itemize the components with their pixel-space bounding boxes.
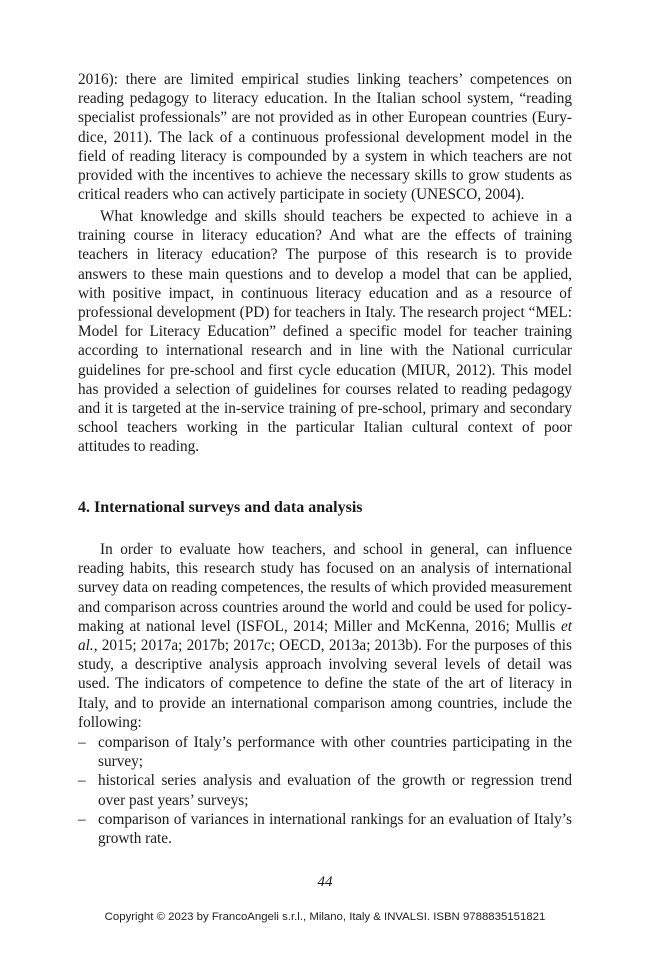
list-item: [78, 810, 572, 848]
paragraph-3-text-b: , 2015; 2017a; 2017b; 2017c; OECD, 2013a; 2013b). For the purposes of this study, a descriptive analysis approach involving several levels of detail was used. The indicators of competence to define the state of the art of literacy in Italy, and to provide an international comparison among countries, include the following:: [78, 637, 572, 731]
dash-bullet-icon: –: [78, 734, 86, 751]
page-number: 44: [317, 874, 333, 890]
dash-bullet-icon: –: [78, 810, 86, 828]
body-paragraph-3: [78, 540, 572, 732]
list-item: [78, 733, 572, 771]
paragraph-3-text-a: In order to evaluate how teachers, and school in general, can influence reading habits, this research study has focused on an analysis of international survey data on reading competences, the results of which provided measurement and comparison across countries around the world and could be used for policy-making at national level (ISFOL, 2014; Miller and McKenna, 2016; Mullis: [78, 541, 572, 635]
list-item-text: comparison of Italy’s performance with other countries participating in the survey;: [98, 734, 572, 771]
list-item: [78, 771, 572, 809]
list-item-text: comparison of variances in international rankings for an evaluation of Italy’s growth rate.: [98, 810, 572, 848]
body-paragraph-2: What knowledge and skills should teachers be expected to achieve in a training course in literacy education? And what are the effects of training teachers in literacy education? The purpose of this research is to provide answers to these main questions and to develop a model that can be applied, with positive impact, in continuous literacy education and as a resource of professional development (PD) for teachers in Italy. The research project “MEL: Model for Literacy Education” defined a specific model for teacher training according to international research and in line with the National curricular guidelines for pre-school and first cycle education (MIUR, 2012). This model has provided a selection of guidelines for courses related to reading pedagogy and it is targeted at the in-service training of pre-school, primary and secondary school teachers working in the particular Italian cultural context of poor attitudes to reading.: [78, 208, 572, 456]
body-paragraph-1: 2016): there are limited empirical studies linking teachers’ competences on reading pedagogy to literacy education. In the Italian school system, “reading specialist professionals” are not provided as in other European countries (Eurydice, 2011). The lack of a continuous professional development model in the field of reading literacy is compounded by a system in which teachers are not provided with the incentives to achieve the necessary skills to grow students as critical readers who can actively participate in society (UNESCO, 2004).: [78, 71, 572, 204]
list-item-text: historical series analysis and evaluation of the growth or regression trend over past years’ surveys;: [98, 772, 572, 809]
copyright-footer: Copyright © 2023 by FrancoAngeli s.r.l., Milano, Italy & INVALSI. ISBN 9788835151821: [104, 911, 546, 923]
citation-et-al: et al.: [78, 617, 572, 655]
indicator-list: [78, 733, 572, 848]
dash-bullet-icon: –: [78, 772, 86, 790]
section-heading: 4. International surveys and data analysis: [78, 499, 363, 516]
